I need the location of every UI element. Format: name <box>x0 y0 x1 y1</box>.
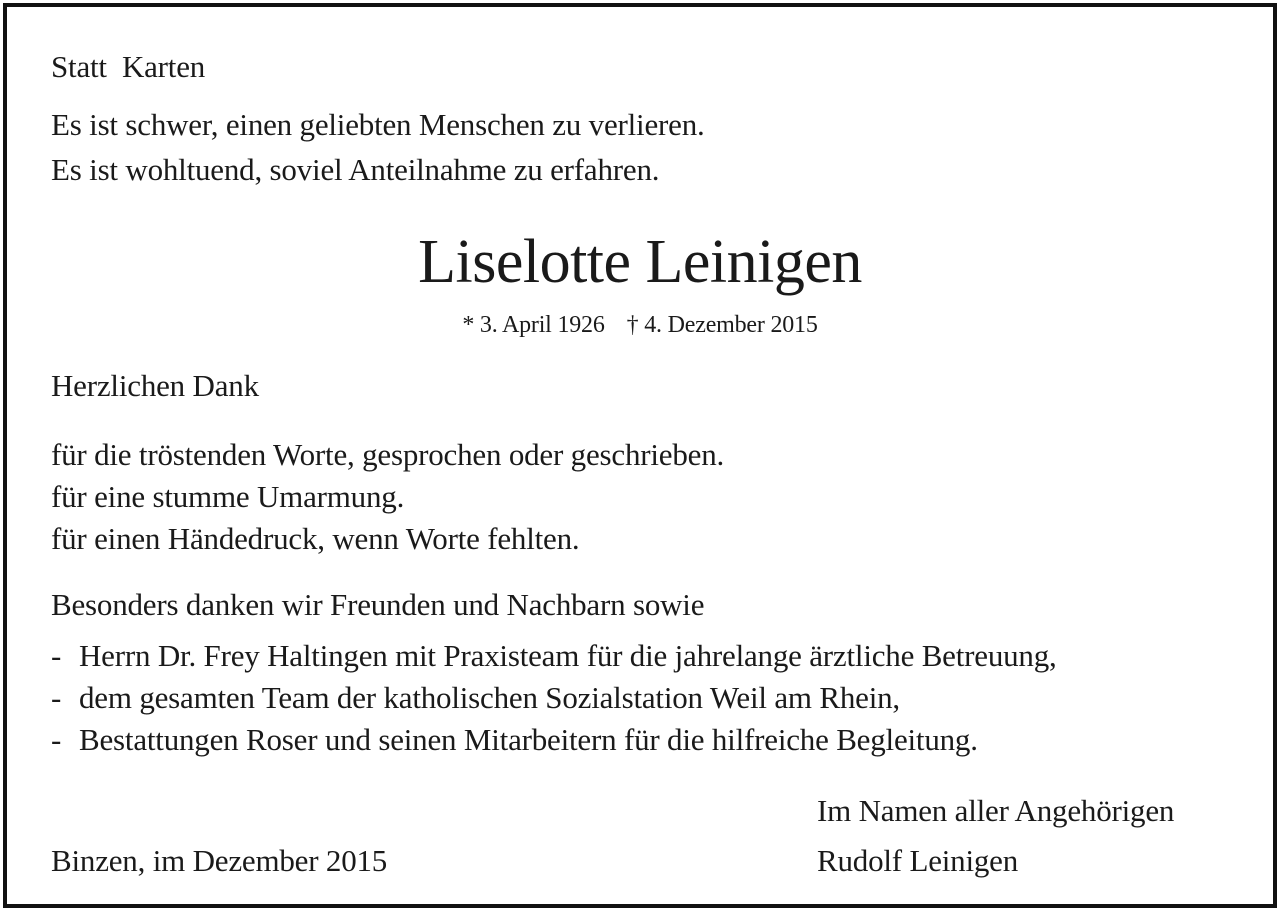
life-dates <box>7 310 1273 340</box>
list-item-text: dem gesamten Team der katholischen Sozialstation Weil am Rhein, <box>79 680 900 715</box>
death-date: † 4. Dezember 2015 <box>626 312 818 338</box>
intro-text: Statt Karten <box>51 49 206 84</box>
thanks-line-3: für einen Händedruck, wenn Worte fehlten. <box>51 521 580 556</box>
thanks-line-1: für die tröstenden Worte, gesprochen oder geschrieben. <box>51 437 725 472</box>
thanks-line-2: für eine stumme Umarmung. <box>51 479 405 514</box>
list-item-text: Herrn Dr. Frey Haltingen mit Praxisteam für die jahrelange ärztliche Betreuung, <box>79 638 1057 673</box>
list-item <box>51 680 900 716</box>
signature-intro: Im Namen aller Angehörigen <box>817 793 1175 828</box>
verse-line-2: Es ist wohltuend, soviel Anteilnahme zu erfahren. <box>51 152 660 187</box>
list-item-text: Bestattungen Roser und seinen Mitarbeitern für die hilfreiche Begleitung. <box>79 722 978 757</box>
list-marker: - <box>51 722 62 757</box>
special-thanks-intro: Besonders danken wir Freunden und Nachbarn sowie <box>51 587 705 622</box>
list-item <box>51 722 978 758</box>
list-marker: - <box>51 680 62 715</box>
signature-name: Rudolf Leinigen <box>817 843 1019 878</box>
list-item <box>51 638 1057 674</box>
obituary-notice <box>3 3 1277 908</box>
place-date: Binzen, im Dezember 2015 <box>51 843 388 878</box>
verse-line-1: Es ist schwer, einen geliebten Menschen zu verlieren. <box>51 107 705 142</box>
list-marker: - <box>51 638 62 673</box>
birth-date: * 3. April 1926 <box>462 312 605 338</box>
deceased-name: Liselotte Leinigen <box>418 228 862 296</box>
thanks-heading: Herzlichen Dank <box>51 368 259 403</box>
